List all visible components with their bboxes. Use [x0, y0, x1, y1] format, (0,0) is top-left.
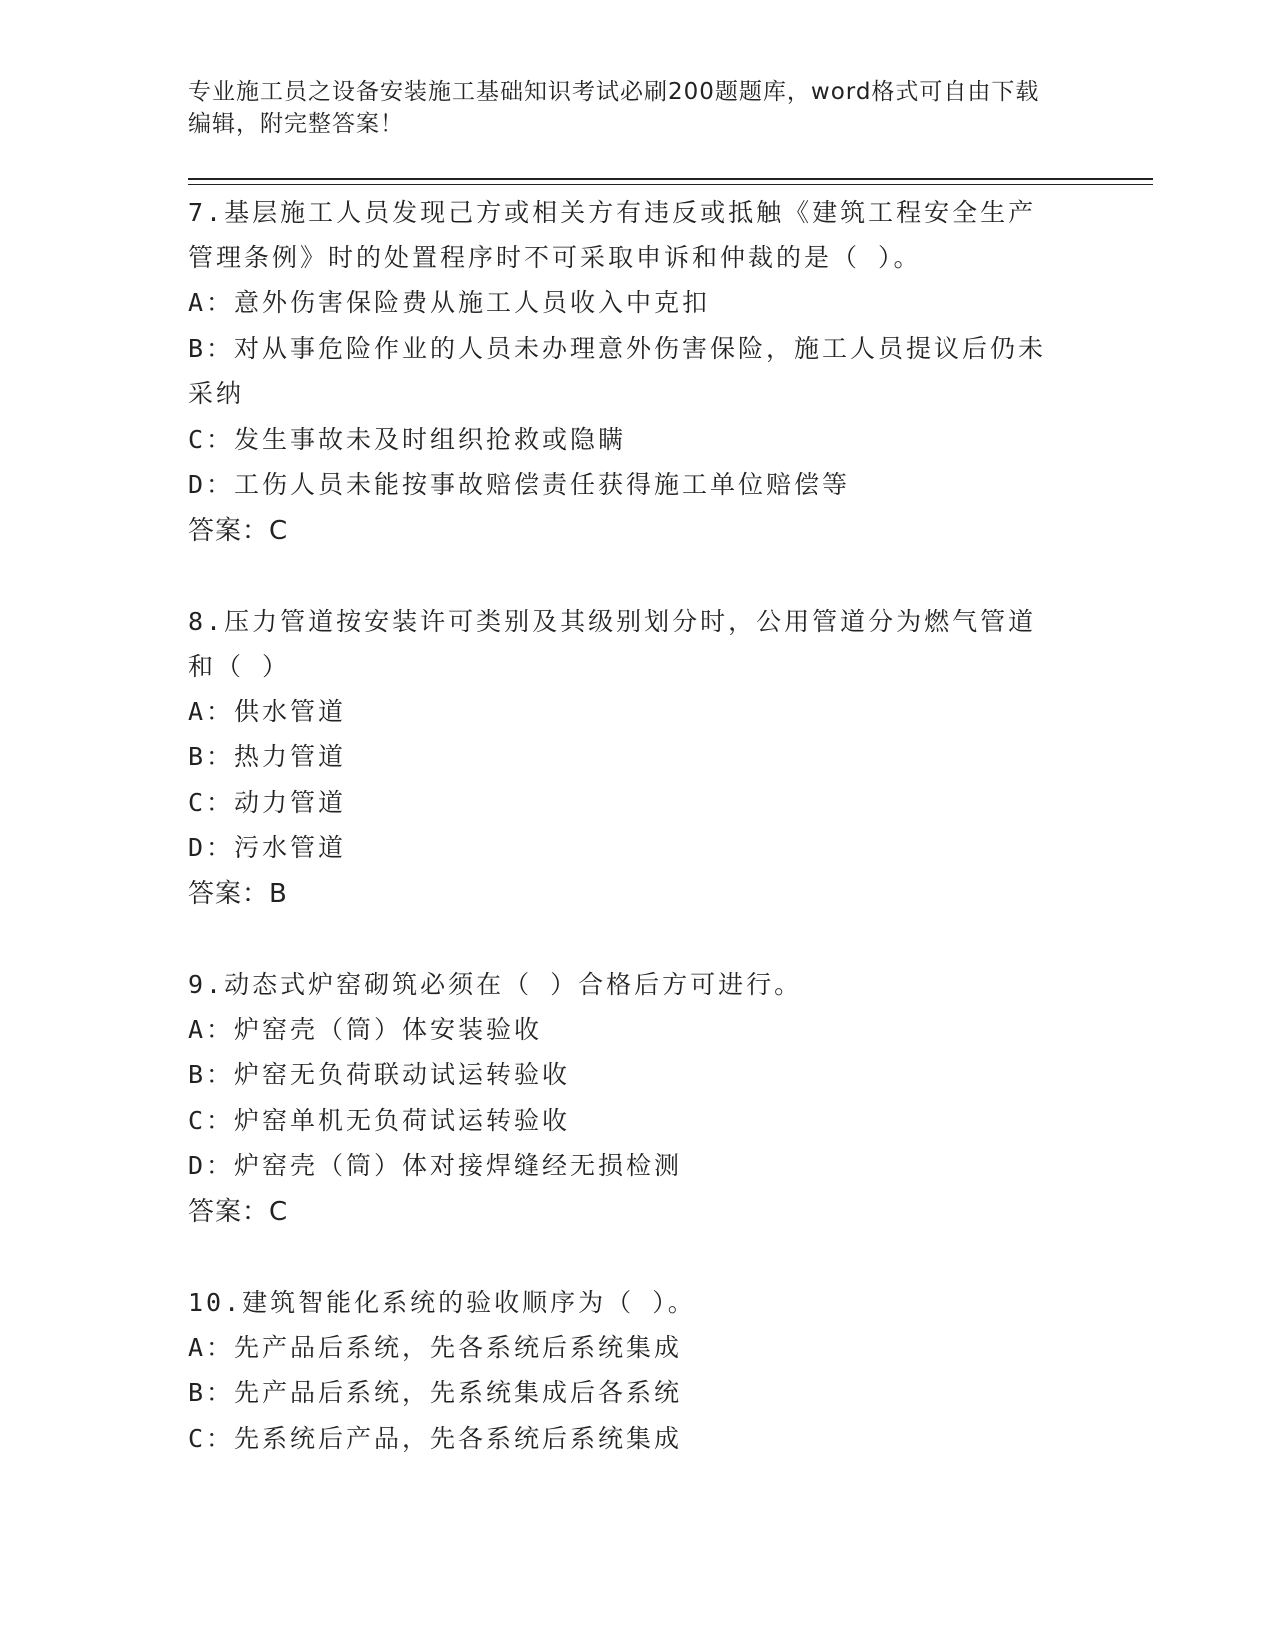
header-rule-thin [188, 184, 1153, 185]
question-stem-line: 和（ ） [188, 651, 291, 681]
option-a: A：意外伤害保险费从施工人员收入中克扣 [188, 288, 711, 317]
question-9 [188, 962, 1068, 1235]
header-rule-thick [188, 178, 1153, 180]
answer-text: 答案：C [188, 515, 289, 546]
option-d: D：工伤人员未能按事故赔偿责任获得施工单位赔偿等 [188, 470, 851, 499]
question-10 [188, 1280, 1068, 1462]
option-c: C：发生事故未及时组织抢救或隐瞒 [188, 424, 627, 454]
option-c: C：动力管道 [188, 787, 347, 817]
spacer [188, 1235, 1068, 1280]
question-stem-line: 7.基层施工人员发现己方或相关方有违反或抵触《建筑工程安全生产 [188, 198, 1037, 227]
spacer [188, 917, 1068, 962]
option-b: B：炉窑无负荷联动试运转验收 [188, 1060, 571, 1089]
answer-text: 答案：C [188, 1196, 289, 1227]
spacer [188, 554, 1068, 599]
document-header [188, 76, 1068, 140]
option-d: D：污水管道 [188, 833, 347, 862]
option-a: A：供水管道 [188, 696, 347, 726]
option-c: C：炉窑单机无负荷试运转验收 [188, 1105, 571, 1135]
option-b: B：热力管道 [188, 742, 347, 771]
option-b: B：对从事危险作业的人员未办理意外伤害保险，施工人员提议后仍未采纳 [188, 333, 1047, 408]
option-c: C：先系统后产品，先各系统后系统集成 [188, 1423, 683, 1453]
question-stem-line: 10.建筑智能化系统的验收顺序为（ ）。 [188, 1287, 696, 1317]
question-8 [188, 599, 1068, 917]
header-line-2: 编辑，附完整答案！ [188, 111, 404, 137]
question-7 [188, 190, 1068, 554]
answer-text: 答案：B [188, 878, 288, 909]
question-stem-line: 管理条例》时的处置程序时不可采取申诉和仲裁的是（ ）。 [188, 243, 922, 272]
option-b: B：先产品后系统，先系统集成后各系统 [188, 1378, 683, 1407]
option-a: A：先产品后系统，先各系统后系统集成 [188, 1332, 683, 1362]
question-stem-line: 9.动态式炉窑砌筑必须在（ ）合格后方可进行。 [188, 969, 803, 999]
option-d: D：炉窑壳（筒）体对接焊缝经无损检测 [188, 1151, 683, 1180]
option-a: A：炉窑壳（筒）体安装验收 [188, 1014, 543, 1044]
header-line-1: 专业施工员之设备安装施工基础知识考试必刷200题题库，word格式可自由下载 [188, 79, 1040, 105]
question-stem-line: 8.压力管道按安装许可类别及其级别划分时，公用管道分为燃气管道 [188, 606, 1037, 636]
question-list [188, 190, 1068, 1461]
